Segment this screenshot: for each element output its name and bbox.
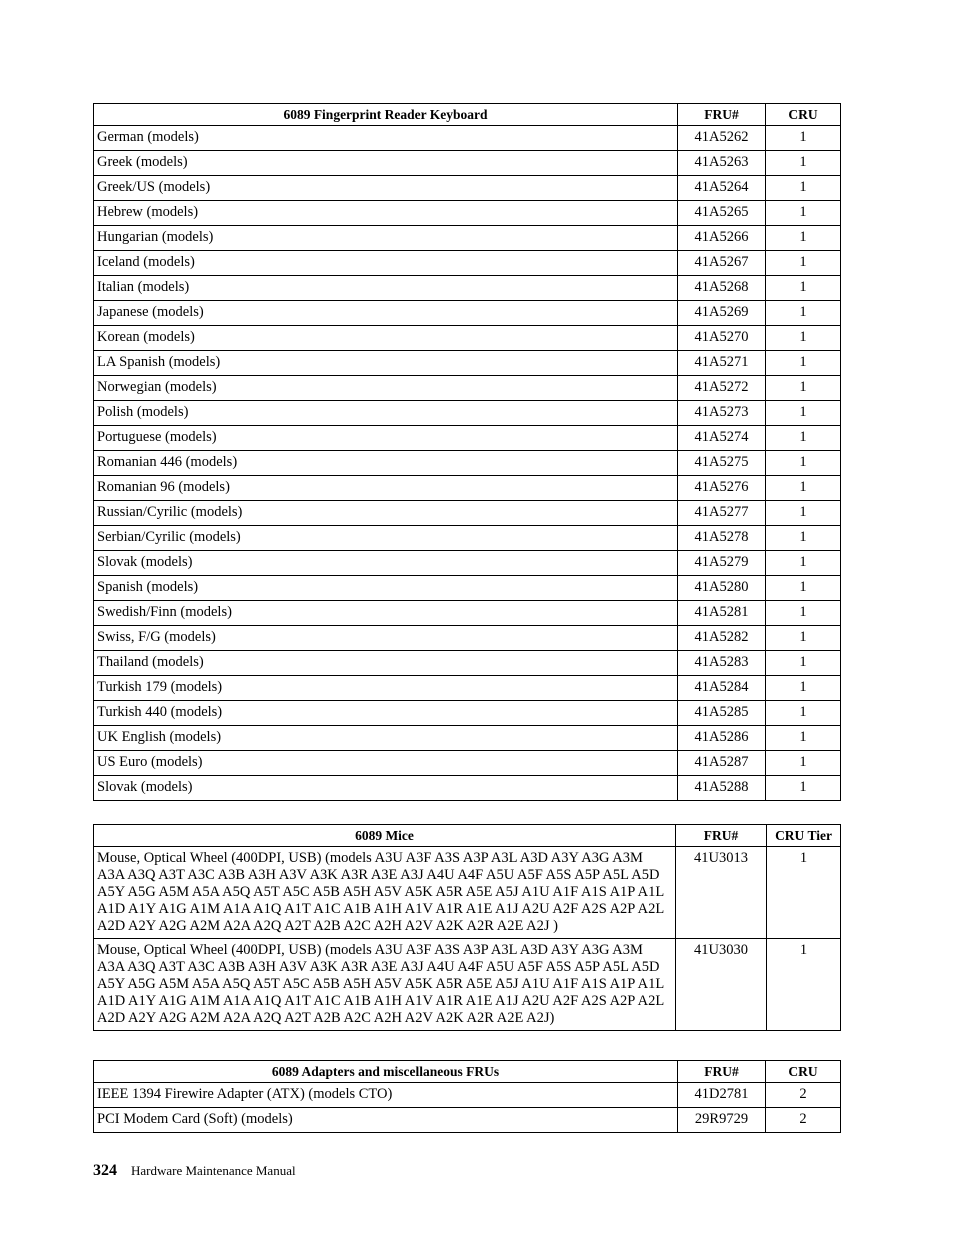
table-row [94, 401, 841, 426]
column-header-fru: FRU# [678, 1061, 766, 1083]
cell-fru-number: 41U3030 [676, 939, 767, 1031]
cell-description: Serbian/Cyrilic (models) [94, 526, 678, 551]
keyboard-fru-table [93, 103, 841, 801]
page-footer [93, 1162, 296, 1180]
mice-table-body [94, 847, 841, 1031]
cell-description: Romanian 446 (models) [94, 451, 678, 476]
cell-cru: 1 [766, 576, 841, 601]
table-row [94, 226, 841, 251]
column-header-description: 6089 Adapters and miscellaneous FRUs [94, 1061, 678, 1083]
cell-fru-number: 41U3013 [676, 847, 767, 939]
column-header-fru: FRU# [678, 104, 766, 126]
cell-description: IEEE 1394 Firewire Adapter (ATX) (models CTO) [94, 1083, 678, 1108]
cell-description: Iceland (models) [94, 251, 678, 276]
cell-cru: 1 [766, 401, 841, 426]
cell-description: Slovak (models) [94, 551, 678, 576]
cell-fru-number: 41A5285 [678, 701, 766, 726]
cell-cru: 1 [766, 701, 841, 726]
table-row [94, 601, 841, 626]
table-row [94, 451, 841, 476]
cell-description: Hungarian (models) [94, 226, 678, 251]
cell-fru-number: 41A5273 [678, 401, 766, 426]
cell-fru-number: 41A5271 [678, 351, 766, 376]
cell-description: PCI Modem Card (Soft) (models) [94, 1108, 678, 1133]
cell-description: German (models) [94, 126, 678, 151]
table-header-row [94, 825, 841, 847]
cell-cru: 1 [766, 776, 841, 801]
cell-description: UK English (models) [94, 726, 678, 751]
cell-cru: 1 [766, 676, 841, 701]
table-row [94, 701, 841, 726]
cell-description: Swedish/Finn (models) [94, 601, 678, 626]
cell-cru: 1 [766, 326, 841, 351]
cell-description: Greek/US (models) [94, 176, 678, 201]
table-row [94, 726, 841, 751]
cell-fru-number: 41A5269 [678, 301, 766, 326]
cell-cru: 1 [767, 939, 841, 1031]
table-row [94, 276, 841, 301]
mice-fru-table [93, 824, 841, 1031]
table-row [94, 351, 841, 376]
table-row [94, 476, 841, 501]
table-row [94, 576, 841, 601]
cell-fru-number: 41A5283 [678, 651, 766, 676]
cell-fru-number: 41A5287 [678, 751, 766, 776]
column-header-cru: CRU [766, 104, 841, 126]
cell-fru-number: 41A5279 [678, 551, 766, 576]
cell-description: Romanian 96 (models) [94, 476, 678, 501]
table-row [94, 776, 841, 801]
cell-fru-number: 41A5272 [678, 376, 766, 401]
table-header-row [94, 1061, 841, 1083]
table-row [94, 126, 841, 151]
cell-cru: 1 [766, 376, 841, 401]
cell-fru-number: 41D2781 [678, 1083, 766, 1108]
cell-description: US Euro (models) [94, 751, 678, 776]
cell-cru: 1 [766, 176, 841, 201]
cell-description: Korean (models) [94, 326, 678, 351]
column-header-fru: FRU# [676, 825, 767, 847]
cell-cru: 1 [766, 451, 841, 476]
table-row [94, 151, 841, 176]
cell-description: LA Spanish (models) [94, 351, 678, 376]
cell-description: Turkish 440 (models) [94, 701, 678, 726]
table-row [94, 176, 841, 201]
cell-fru-number: 41A5275 [678, 451, 766, 476]
cell-fru-number: 41A5281 [678, 601, 766, 626]
cell-fru-number: 41A5278 [678, 526, 766, 551]
cell-fru-number: 41A5267 [678, 251, 766, 276]
cell-fru-number: 41A5265 [678, 201, 766, 226]
cell-description: Hebrew (models) [94, 201, 678, 226]
table-row [94, 526, 841, 551]
cell-fru-number: 29R9729 [678, 1108, 766, 1133]
cell-fru-number: 41A5286 [678, 726, 766, 751]
cell-cru: 1 [766, 526, 841, 551]
cell-description: Portuguese (models) [94, 426, 678, 451]
cell-description: Thailand (models) [94, 651, 678, 676]
table-row [94, 626, 841, 651]
cell-fru-number: 41A5277 [678, 501, 766, 526]
table-row [94, 501, 841, 526]
cell-fru-number: 41A5276 [678, 476, 766, 501]
cell-description: Slovak (models) [94, 776, 678, 801]
cell-description: Italian (models) [94, 276, 678, 301]
misc-fru-table [93, 1060, 841, 1133]
cell-cru: 1 [766, 276, 841, 301]
table-row [94, 847, 841, 939]
column-header-cru: CRU [766, 1061, 841, 1083]
page-number: 324 [93, 1162, 117, 1179]
cell-fru-number: 41A5274 [678, 426, 766, 451]
table-row [94, 201, 841, 226]
cell-fru-number: 41A5284 [678, 676, 766, 701]
cell-cru: 1 [766, 751, 841, 776]
table-row [94, 376, 841, 401]
cell-cru: 1 [766, 226, 841, 251]
cell-description: Greek (models) [94, 151, 678, 176]
cell-cru: 1 [766, 126, 841, 151]
cell-description: Spanish (models) [94, 576, 678, 601]
table-row [94, 751, 841, 776]
manual-title: Hardware Maintenance Manual [131, 1163, 296, 1178]
cell-cru: 1 [766, 651, 841, 676]
cell-cru: 1 [766, 301, 841, 326]
misc-table-body [94, 1083, 841, 1133]
cell-description: Norwegian (models) [94, 376, 678, 401]
column-header-description: 6089 Mice [94, 825, 676, 847]
table-row [94, 301, 841, 326]
cell-description: Turkish 179 (models) [94, 676, 678, 701]
table-row [94, 1083, 841, 1108]
cell-cru: 1 [766, 501, 841, 526]
cell-cru: 1 [766, 151, 841, 176]
cell-cru: 1 [766, 426, 841, 451]
cell-fru-number: 41A5264 [678, 176, 766, 201]
cell-description: Swiss, F/G (models) [94, 626, 678, 651]
cell-cru: 2 [766, 1108, 841, 1133]
cell-fru-number: 41A5266 [678, 226, 766, 251]
cell-fru-number: 41A5268 [678, 276, 766, 301]
cell-description: Mouse, Optical Wheel (400DPI, USB) (models A3U A3F A3S A3P A3L A3D A3Y A3G A3M A3A A3Q A3T A3C A3B A3H A3V A3K A3R A3E A3J A4U A4F A5U A5F A5S A5P A5L A5D A5Y A5G A5M A5A A5Q A5T A5C A5B A5H A5V A5K A5R A5E A5J A1U A1F A1S A1P A1L A1D A1Y A1G A1M A1A A1Q A1T A1C A1B A1H A1V A1R A1E A1J A2U A2F A2S A2P A2L A2D A2Y A2G A2M A2A A2Q A2T A2B A2C A2H A2V A2K A2R A2E A2J ) [94, 847, 676, 939]
cell-description: Russian/Cyrilic (models) [94, 501, 678, 526]
table-row [94, 939, 841, 1031]
table-row [94, 1108, 841, 1133]
table-row [94, 551, 841, 576]
cell-description: Japanese (models) [94, 301, 678, 326]
cell-cru: 1 [766, 551, 841, 576]
cell-cru: 1 [766, 626, 841, 651]
table-row [94, 326, 841, 351]
cell-fru-number: 41A5270 [678, 326, 766, 351]
table-row [94, 651, 841, 676]
cell-fru-number: 41A5262 [678, 126, 766, 151]
cell-fru-number: 41A5280 [678, 576, 766, 601]
cell-description: Mouse, Optical Wheel (400DPI, USB) (models A3U A3F A3S A3P A3L A3D A3Y A3G A3M A3A A3Q A3T A3C A3B A3H A3V A3K A3R A3E A3J A4U A4F A5U A5F A5S A5P A5L A5D A5Y A5G A5M A5A A5Q A5T A5C A5B A5H A5V A5K A5R A5E A5J A1U A1F A1S A1P A1L A1D A1Y A1G A1M A1A A1Q A1T A1C A1B A1H A1V A1R A1E A1J A2U A2F A2S A2P A2L A2D A2Y A2G A2M A2A A2Q A2T A2B A2C A2H A2V A2K A2R A2E A2J) [94, 939, 676, 1031]
table-header-row [94, 104, 841, 126]
column-header-description: 6089 Fingerprint Reader Keyboard [94, 104, 678, 126]
keyboard-table-body [94, 126, 841, 801]
table-row [94, 676, 841, 701]
cell-cru: 1 [766, 601, 841, 626]
cell-description: Polish (models) [94, 401, 678, 426]
cell-fru-number: 41A5263 [678, 151, 766, 176]
cell-fru-number: 41A5282 [678, 626, 766, 651]
cell-cru: 1 [766, 201, 841, 226]
cell-cru: 1 [766, 476, 841, 501]
table-row [94, 251, 841, 276]
cell-cru: 1 [767, 847, 841, 939]
cell-cru: 2 [766, 1083, 841, 1108]
column-header-cru-tier: CRU Tier [767, 825, 841, 847]
table-row [94, 426, 841, 451]
cell-cru: 1 [766, 726, 841, 751]
cell-fru-number: 41A5288 [678, 776, 766, 801]
cell-cru: 1 [766, 351, 841, 376]
cell-cru: 1 [766, 251, 841, 276]
